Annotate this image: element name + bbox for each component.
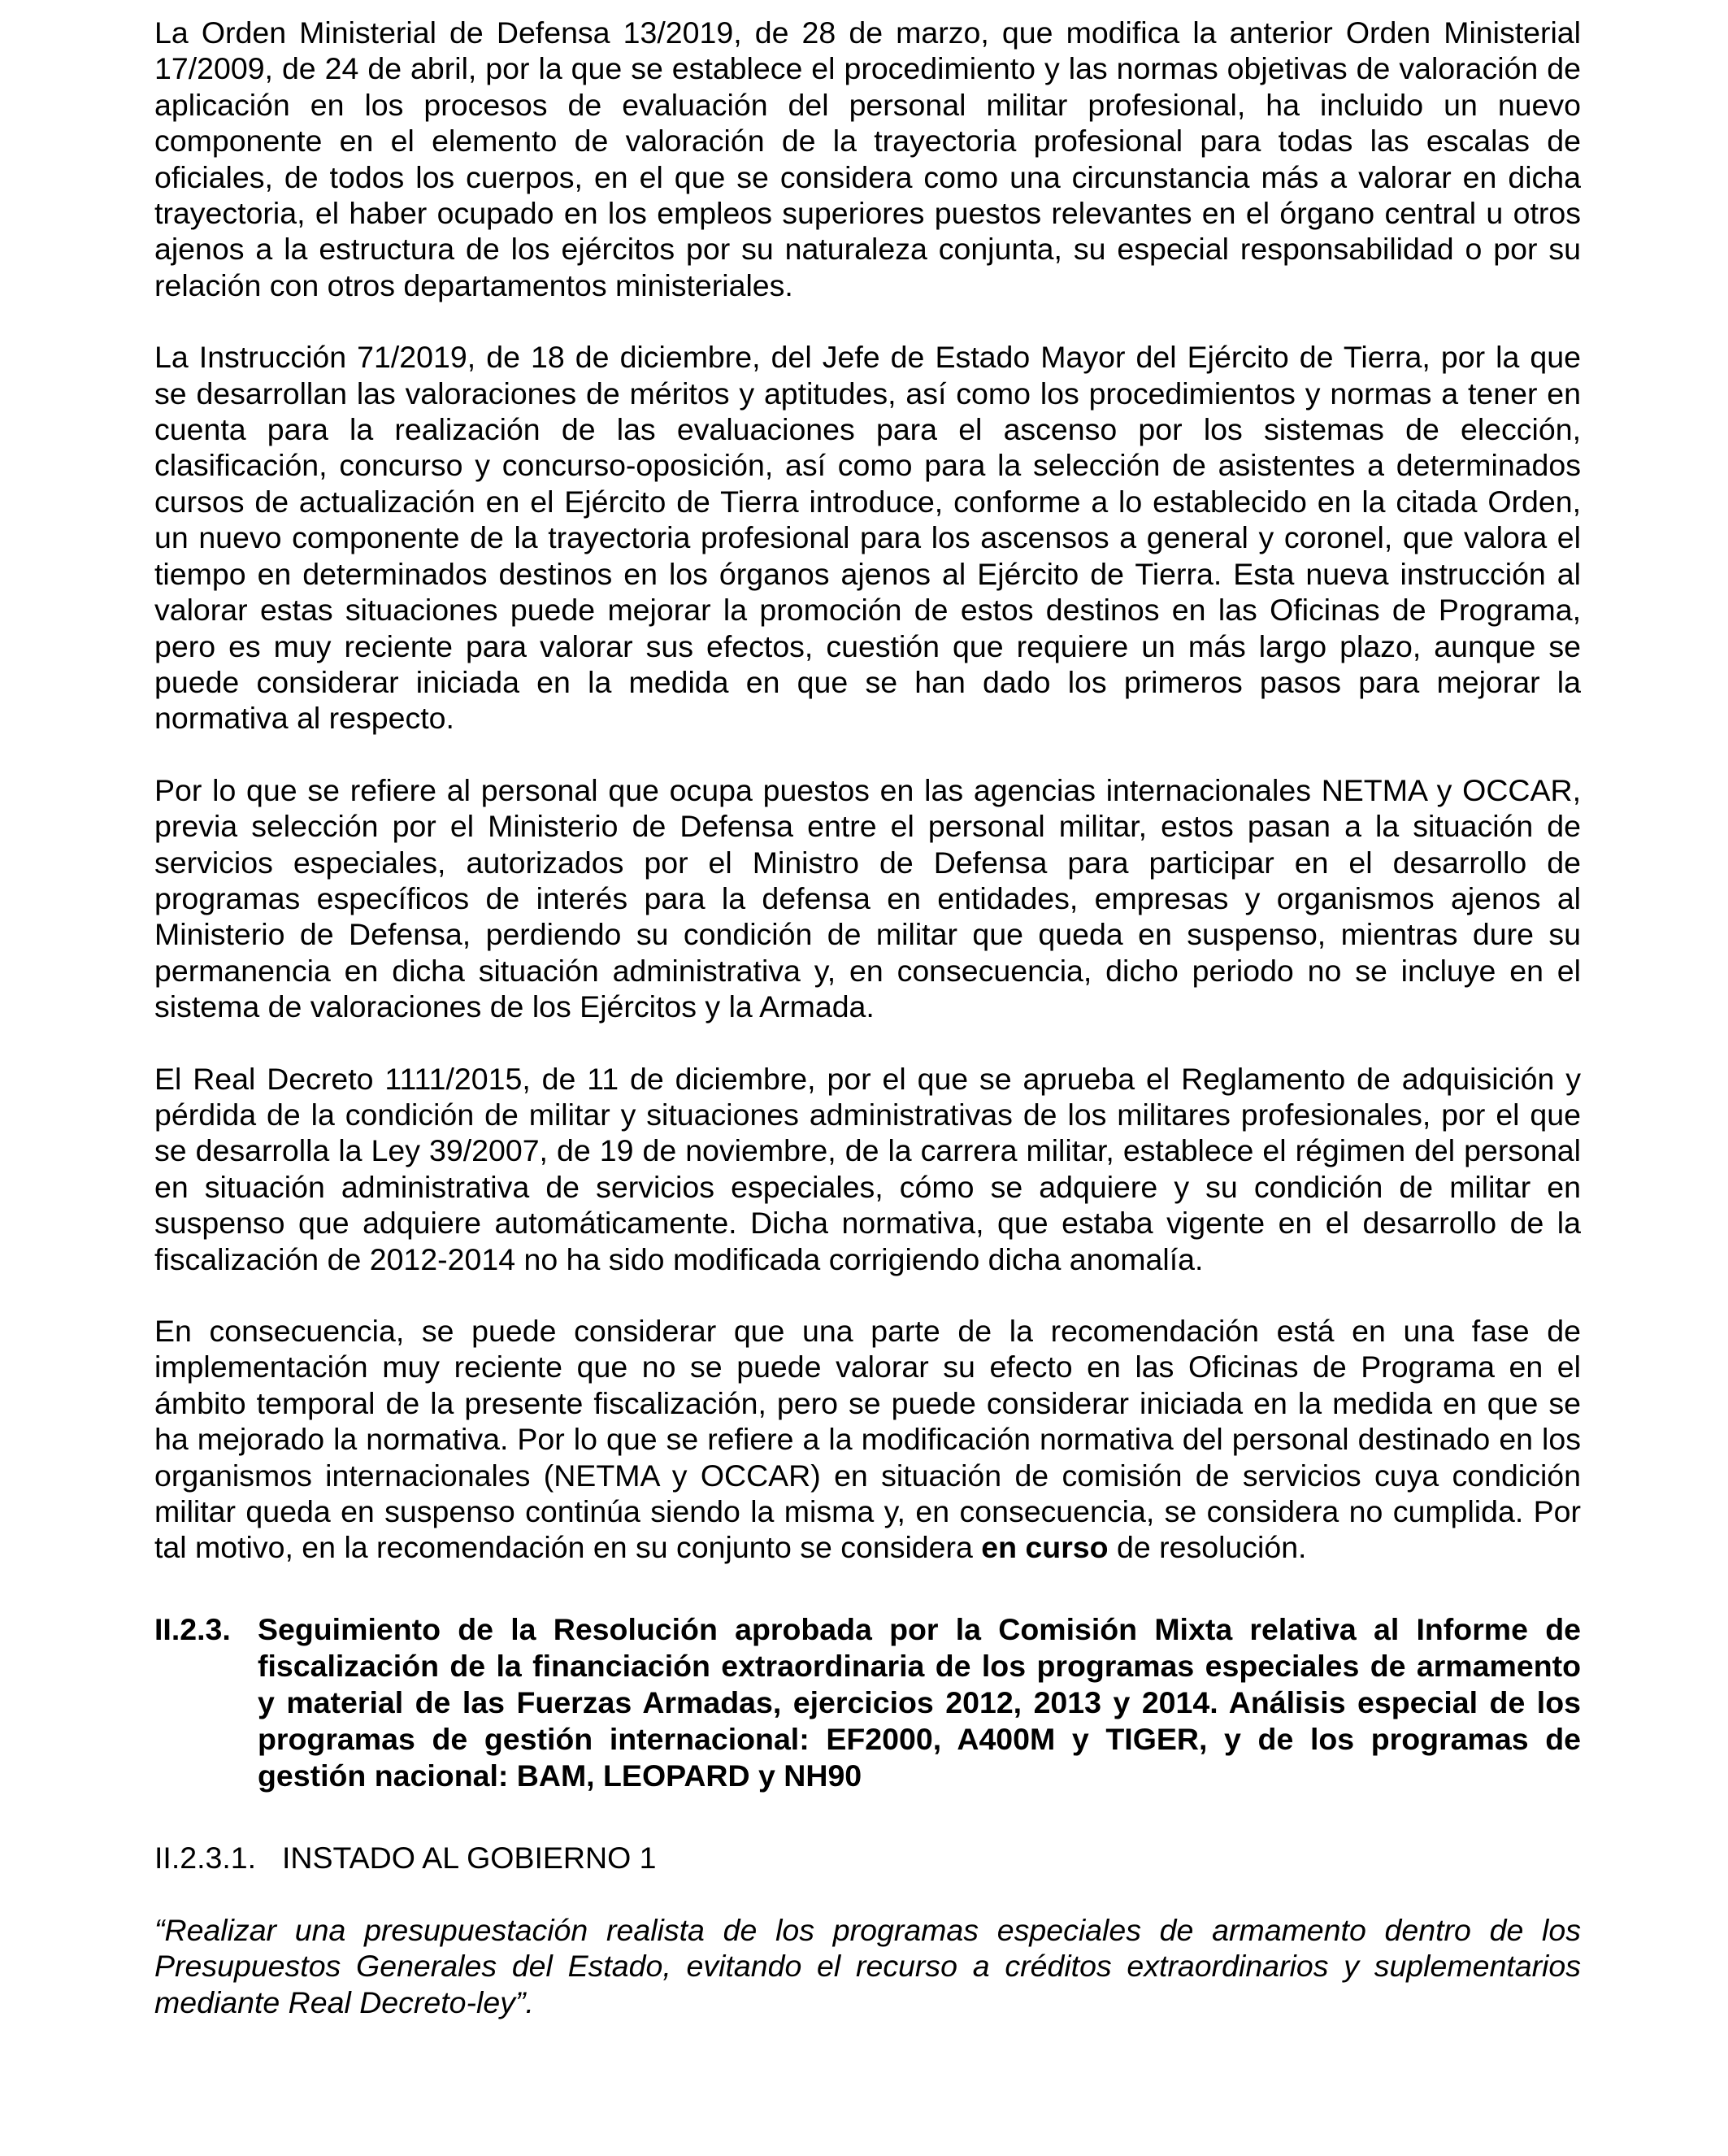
conclusion-text-end: de resolución. <box>1108 1530 1307 1565</box>
conclusion-status-bold: en curso <box>981 1530 1109 1565</box>
conclusion-text: En consecuencia, se puede considerar que una parte de la recomendación está en una fase de implementación muy reciente que no se puede valorar su efecto en las Oficinas de Programa en el ámbito temporal de la presente fiscalización, pero se puede considerar iniciada en la medida en que se ha mejorado la normativa. Por lo que se refiere a la modificación normativa del personal destinado en los organismos internacionales (NETMA y OCCAR) en situación de comisión de servicios cuya condición militar queda en suspenso continúa siendo la misma y, en consecuencia, se considera no cumplida. Por tal motivo, en la recomendación en su conjunto se considera <box>154 1314 1581 1565</box>
paragraph-real-decreto: El Real Decreto 1111/2015, de 11 de diciembre, por el que se aprueba el Reglamento de adquisición y pérdida de la condición de militar y situaciones administrativas de los militares profesionales, por el que se desarrolla la Ley 39/2007, de 19 de noviembre, de la carrera militar, establece el régimen del personal en situación administrativa de servicios especiales, cómo se adquiere y su condición de militar en suspenso que adquiere automáticamente. Dicha normativa, que estaba vigente en el desarrollo de la fiscalización de 2012-2014 no ha sido modificada corrigiendo dicha anomalía. <box>154 1061 1581 1276</box>
subsection-number: II.2.3.1. <box>154 1840 257 1875</box>
section-spacer <box>154 1566 1581 1611</box>
paragraph-spacer <box>154 1025 1581 1061</box>
paragraph-spacer <box>154 303 1581 339</box>
subsection-heading <box>154 1840 1581 1876</box>
section-number: II.2.3. <box>154 1611 231 1646</box>
paragraph-spacer <box>154 737 1581 772</box>
document-page <box>154 15 1581 2020</box>
section-heading <box>154 1611 1581 1794</box>
paragraph-spacer <box>154 1277 1581 1313</box>
subsection-title: INSTADO AL GOBIERNO 1 <box>282 1840 657 1875</box>
section-spacer <box>154 1794 1581 1840</box>
paragraph-conclusion <box>154 1313 1581 1566</box>
paragraph-agencias-internacionales: Por lo que se refiere al personal que ocupa puestos en las agencias internacionales NETMA y OCCAR, previa selección por el Ministerio de Defensa entre el personal militar, estos pasan a la situación de servicios especiales, autorizados por el Ministro de Defensa para participar en el desarrollo de programas específicos de interés para la defensa en entidades, empresas y organismos ajenos al Ministerio de Defensa, perdiendo su condición de militar que queda en suspenso, mientras dure su permanencia en dicha situación administrativa y, en consecuencia, dicho periodo no se incluye en el sistema de valoraciones de los Ejércitos y la Armada. <box>154 772 1581 1024</box>
paragraph-instruccion: La Instrucción 71/2019, de 18 de diciembre, del Jefe de Estado Mayor del Ejército de Tierra, por la que se desarrollan las valoraciones de méritos y aptitudes, así como los procedimientos y normas a tener en cuenta para la realización de las evaluaciones para el ascenso por los sistemas de elección, clasificación, concurso y concurso-oposición, así como para la selección de asistentes a determinados cursos de actualización en el Ejército de Tierra introduce, conforme a lo establecido en la citada Orden, un nuevo componente de la trayectoria profesional para los ascensos a general y coronel, que valora el tiempo en determinados destinos en los órganos ajenos al Ejército de Tierra. Esta nueva instrucción al valorar estas situaciones puede mejorar la promoción de estos destinos en las Oficinas de Programa, pero es muy reciente para valorar sus efectos, cuestión que requiere un más largo plazo, aunque se puede considerar iniciada en la medida en que se han dado los primeros pasos para mejorar la normativa al respecto. <box>154 340 1581 736</box>
section-spacer <box>154 1876 1581 1912</box>
paragraph-orden-ministerial: La Orden Ministerial de Defensa 13/2019, de 28 de marzo, que modifica la anterior Orden Ministerial 17/2009, de 24 de abril, por la que se establece el procedimiento y las normas objetivas de valoración de aplicación en los procesos de evaluación del personal militar profesional, ha incluido un nuevo componente en el elemento de valoración de la trayectoria profesional para todas las escalas de oficiales, de todos los cuerpos, en el que se considera como una circunstancia más a valorar en dicha trayectoria, el haber ocupado en los empleos superiores puestos relevantes en el órgano central u otros ajenos a la estructura de los ejércitos por su naturaleza conjunta, su especial responsabilidad o por su relación con otros departamentos ministeriales. <box>154 15 1581 302</box>
section-title: Seguimiento de la Resolución aprobada por la Comisión Mixta relativa al Informe de fiscalización de la financiación extraordinaria de los programas especiales de armamento y material de las Fuerzas Armadas, ejercicios 2012, 2013 y 2014. Análisis especial de los programas de gestión internacional: EF2000, A400M y TIGER, y de los programas de gestión nacional: BAM, LEOPARD y NH90 <box>258 1611 1581 1793</box>
recommendation-quote: “Realizar una presupuestación realista de los programas especiales de armamento dentro de los Presupuestos Generales del Estado, evitando el recurso a créditos extraordinarios y suplementarios mediante Real Decreto-ley”. <box>154 1912 1581 2019</box>
